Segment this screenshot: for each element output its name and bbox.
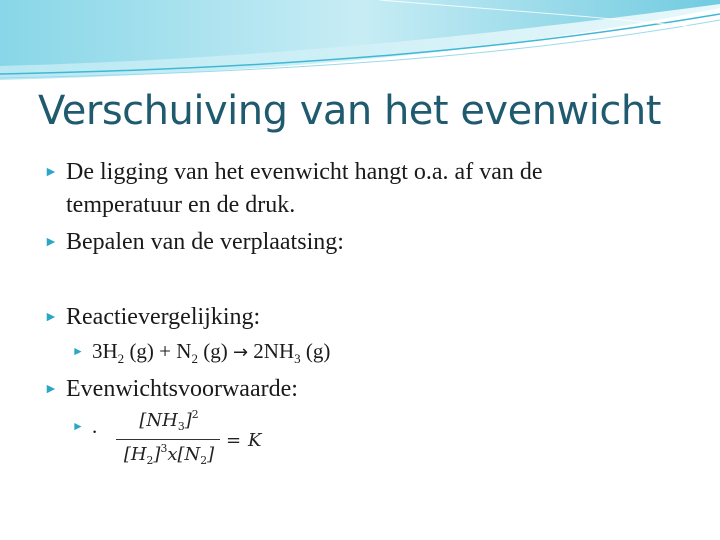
formula-numerator: $[NH_3]^2$ [139, 408, 199, 433]
reaction-arrow-icon: → [232, 342, 249, 363]
formula-denominator: $[H_2]^3x[N_2]$ [123, 442, 215, 467]
formula-equals: = [226, 430, 242, 451]
bullet-arrow-icon: ► [44, 382, 58, 397]
bullet-bepalen: ► Bepalen van de verplaatsing: [44, 229, 344, 255]
equilibrium-formula [114, 408, 274, 472]
bullet-arrow-icon: ► [44, 165, 58, 180]
formula-constant: K [248, 430, 262, 451]
sub-bullet-arrow-icon: ► [72, 344, 84, 358]
bullet-evenwichtsvoorwaarde: ► Evenwichtsvoorwaarde: [44, 376, 298, 402]
bullet-arrow-icon: ► [44, 310, 58, 325]
sub-bullet-arrow-icon: ► [72, 419, 84, 433]
condition-sub-bullet: ► . [72, 414, 98, 438]
slide-title: Verschuiving van het evenwicht [38, 88, 661, 134]
bullet-ligging-continued: temperatuur en de druk. [66, 192, 296, 218]
reaction-equation: ► $3H_2$ $(g) + N_2$ $(g) \to 2NH_3$ (g) [72, 339, 331, 366]
bullet-reactievergelijking: ► Reactievergelijking: [44, 304, 261, 330]
fraction-bar [116, 439, 220, 440]
bullet-ligging: ► De ligging van het evenwicht hangt o.a. af van de [44, 159, 543, 185]
bullet-arrow-icon: ► [44, 235, 58, 250]
